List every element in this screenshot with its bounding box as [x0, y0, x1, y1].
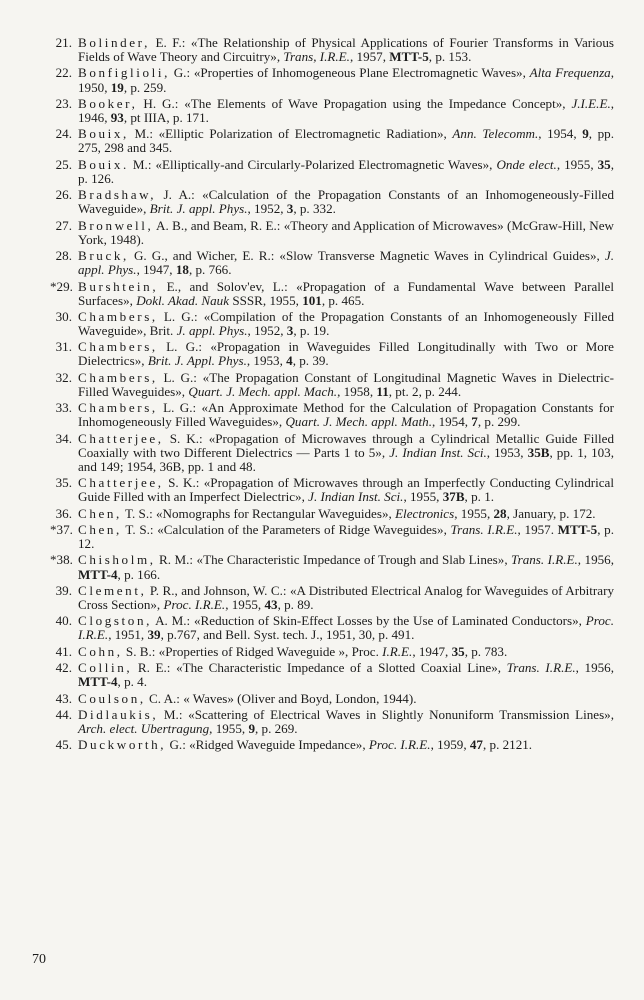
reference-text	[78, 614, 614, 642]
reference-pages: , p. 126.	[78, 156, 614, 186]
reference-entry	[50, 249, 614, 277]
reference-text	[78, 36, 614, 64]
reference-title: M.: «Elliptically-and Circularly-Polarized Electromagnetic Waves»,	[128, 156, 497, 172]
reference-entry	[50, 645, 614, 659]
reference-entry	[50, 523, 614, 551]
reference-year: , 1952,	[247, 323, 287, 339]
reference-author: Didlaukis,	[78, 706, 159, 722]
reference-text	[78, 310, 614, 338]
reference-title: S. K.: «Propagation of Microwaves through a Cylindrical Metallic Guide Filled Coaxially with two Different Dielectrics — Parts 1 to 5»,	[78, 430, 614, 460]
reference-volume: 7	[471, 414, 478, 430]
reference-pages: , p. 4.	[117, 674, 147, 690]
reference-number: 42.	[55, 660, 72, 676]
reference-entry	[50, 97, 614, 125]
reference-entry	[50, 432, 614, 474]
reference-journal: Brit. J. appl. Phys.	[149, 201, 248, 217]
reference-journal: Trans. I.R.E.	[511, 552, 578, 568]
reference-journal: Proc. I.R.E.	[163, 596, 226, 612]
reference-pages: , pp. 1, 103, and 149; 1954, 36B, pp. 1 and 48.	[78, 444, 614, 474]
reference-title: G. G., and Wicher, E. R.: «Slow Transverse Magnetic Waves in Cylindrical Guides»,	[128, 248, 605, 264]
reference-author: Clogston,	[78, 613, 152, 629]
reference-entry	[50, 36, 614, 64]
reference-entry	[50, 371, 614, 399]
reference-journal: Ann. Telecomm.	[452, 126, 539, 142]
reference-text	[78, 401, 614, 429]
reference-title: R. E.: «The Characteristic Impedance of a Slotted Coaxial Line»,	[132, 660, 507, 676]
reference-volume: 39	[147, 627, 161, 643]
reference-title: P. R., and Johnson, W. C.: «A Distributed Electrical Analog for Waveguides of Arbitrary Cross Section»,	[78, 582, 614, 612]
reference-year: , 1957.	[517, 522, 558, 537]
reference-entry	[50, 280, 614, 308]
reference-journal: J.I.E.E.	[571, 95, 611, 111]
reference-year: , 1958,	[337, 383, 377, 399]
reference-title: E. F.: «The Relationship of Physical Applications of Fourier Transforms in Various Fields of Wave Theory and Circuitry»,	[78, 35, 614, 65]
reference-author: Chambers,	[78, 400, 158, 416]
reference-number: *29.	[50, 278, 73, 294]
reference-author: Burshtein,	[78, 278, 159, 294]
reference-pages: , p. 19.	[293, 323, 330, 339]
reference-entry	[50, 401, 614, 429]
reference-pages: , p. 465.	[321, 292, 365, 308]
reference-title: G.: «Properties of Inhomogeneous Plane Electromagnetic Waves»,	[169, 65, 530, 81]
reference-author: Chambers,	[78, 369, 158, 385]
reference-volume: 3	[286, 201, 294, 217]
reference-title: S. B.: «Properties of Ridged Waveguide », Proc.	[122, 643, 383, 659]
reference-title: T. S.: «Calculation of the Parameters of Ridge Waveguides»,	[121, 522, 451, 537]
reference-entry	[50, 507, 614, 521]
reference-volume: MTT-5	[389, 49, 429, 65]
reference-journal: Proc. I.R.E.	[78, 613, 614, 643]
reference-number: 43.	[55, 690, 72, 706]
reference-entry	[50, 584, 614, 612]
reference-journal: Trans, I.R.E.	[283, 49, 350, 65]
reference-number: 44.	[55, 706, 72, 722]
reference-year: , 1951,	[108, 627, 148, 643]
reference-text	[78, 553, 614, 581]
reference-pages: , pp. 275, 298 and 345.	[78, 126, 615, 156]
reference-author: Bonfiglioli,	[78, 65, 170, 81]
reference-year: , 1955,	[209, 720, 249, 736]
reference-number: 35.	[55, 475, 72, 491]
reference-author: Cohn,	[78, 643, 123, 659]
reference-volume: 19	[110, 79, 124, 95]
reference-year: , 1953,	[246, 353, 287, 369]
reference-number: 36.	[55, 505, 72, 521]
reference-pages: , pt. 2, p. 244.	[388, 383, 462, 399]
reference-number: 23.	[55, 95, 72, 111]
reference-author: Chambers,	[78, 308, 158, 324]
reference-text	[78, 188, 614, 216]
reference-author: Booker,	[78, 95, 138, 111]
reference-entry	[50, 127, 614, 155]
reference-entry	[50, 188, 614, 216]
reference-author: Bouix,	[78, 126, 129, 142]
reference-number: 21.	[55, 35, 72, 50]
reference-text	[78, 97, 614, 125]
reference-title: J. A.: «Calculation of the Propagation Constants of an Inhomogeneously-Filled Waveguide»,	[78, 187, 614, 217]
reference-author: Bruck,	[78, 248, 129, 264]
reference-journal: Dokl. Akad. Nauk	[136, 292, 230, 308]
reference-journal: Brit. J. Appl. Phys.	[147, 353, 247, 369]
reference-journal: J. appl. Phys.	[78, 248, 614, 278]
reference-volume: MTT-5	[557, 522, 598, 537]
reference-journal: Onde elect.	[496, 156, 557, 172]
reference-volume: 9	[582, 126, 589, 142]
reference-pages: , p. 332.	[293, 201, 336, 217]
reference-journal: Alta Frequenza	[529, 65, 611, 81]
reference-title: E., and Solov'ev, L.: «Propagation of a Fundamental Wave between Parallel Surfaces»,	[78, 278, 614, 308]
reference-text	[78, 708, 614, 736]
reference-number: *37.	[50, 522, 73, 537]
reference-author: Chatterjee,	[78, 475, 164, 491]
reference-journal: Arch. elect. Ubertragung	[78, 720, 210, 736]
reference-pages: , p. 783.	[464, 643, 508, 659]
reference-volume: 35	[597, 156, 611, 172]
reference-number: 28.	[55, 248, 72, 264]
reference-text	[78, 661, 614, 689]
page-number: 70	[32, 952, 46, 967]
reference-author: Bradshaw,	[78, 187, 157, 203]
reference-pages: , p. 269.	[254, 720, 298, 736]
reference-volume: 47	[469, 737, 483, 753]
reference-year: , 1947,	[136, 262, 176, 278]
reference-text	[78, 645, 614, 659]
reference-number: 22.	[55, 65, 72, 81]
reference-number: 25.	[55, 156, 72, 172]
reference-journal: Trans. I.R.E.	[506, 660, 576, 676]
reference-number: 32.	[55, 369, 72, 385]
reference-year: , 1954,	[538, 126, 583, 142]
reference-title: L. G.: «Propagation in Waveguides Filled Longitudinally with Two or More Dielectrics»,	[78, 339, 614, 369]
reference-journal: J. Indian Inst. Sci.	[389, 444, 487, 460]
reference-text	[78, 66, 614, 94]
reference-volume: 37B	[442, 489, 465, 505]
reference-volume: 35	[451, 643, 465, 659]
reference-pages: , p. 153.	[428, 49, 472, 65]
reference-volume: MTT-4	[78, 674, 118, 690]
reference-title: A. B., and Beam, R. E.: «Theory and Application of Microwaves» (McGraw-Hill, New York, 1948).	[78, 217, 614, 247]
reference-year: , 1952,	[247, 201, 287, 217]
reference-title: L. G.: «The Propagation Constant of Longitudinal Magnetic Waves in Dielectric-Filled Waveguides»,	[78, 369, 614, 399]
reference-journal: J. Indian Inst. Sci.	[308, 489, 404, 505]
reference-text	[78, 340, 614, 368]
reference-number: 34.	[55, 430, 72, 446]
reference-entry	[50, 310, 614, 338]
reference-volume: 101	[302, 292, 322, 308]
reference-text	[78, 432, 614, 474]
reference-pages: , p. 39.	[292, 353, 329, 369]
reference-pages: , p. 766.	[188, 262, 232, 278]
reference-author: Duckworth,	[78, 737, 167, 753]
reference-title: C. A.: « Waves» (Oliver and Boyd, London, 1944).	[145, 690, 417, 706]
reference-author: Clement,	[78, 582, 147, 598]
reference-pages: , pt IIIA, p. 171.	[123, 109, 209, 125]
reference-title: L. G.: «An Approximate Method for the Calculation of Propagation Constants for Inhomogeneously Filled Waveguides»,	[78, 400, 614, 430]
reference-text	[78, 507, 614, 521]
reference-volume: MTT-4	[78, 566, 118, 582]
reference-text	[78, 219, 614, 247]
reference-journal: Proc. I.R.E.	[368, 737, 431, 753]
reference-text	[78, 738, 614, 752]
reference-title: S. K.: «Propagation of Microwaves through an Imperfectly Conducting Cylindrical Guide Filled with an Imperfect Dielectric»,	[78, 475, 614, 505]
reference-journal: Trans. I.R.E.	[450, 522, 518, 537]
reference-pages: , p.767, and Bell. Syst. tech. J., 1951, 30, p. 491.	[160, 627, 415, 643]
reference-year: SSSR, 1955,	[229, 292, 303, 308]
reference-title: M.: «Elliptic Polarization of Electromagnetic Radiation»,	[128, 126, 453, 142]
reference-text	[78, 692, 614, 706]
reference-title: T. S.: «Nomographs for Rectangular Waveguides»,	[121, 505, 396, 521]
reference-year: , 1953,	[486, 444, 528, 460]
reference-volume: 93	[110, 109, 124, 125]
reference-pages: , p. 299.	[477, 414, 521, 430]
reference-author: Chisholm,	[78, 552, 156, 568]
reference-number: 27.	[55, 217, 72, 233]
reference-entry	[50, 708, 614, 736]
reference-pages: , p. 89.	[277, 596, 314, 612]
reference-author: Chen,	[78, 505, 122, 521]
reference-journal: I.R.E.	[382, 643, 413, 659]
reference-volume: 35B	[527, 444, 550, 460]
reference-entry	[50, 553, 614, 581]
reference-title: H. G.: «The Elements of Wave Propagation using the Impedance Concept»,	[137, 95, 572, 111]
reference-number: 30.	[55, 308, 72, 324]
reference-year: , 1955,	[225, 596, 265, 612]
reference-entry	[50, 692, 614, 706]
reference-number: 40.	[55, 613, 72, 629]
reference-author: Chen,	[78, 522, 122, 537]
reference-volume: 18	[175, 262, 189, 278]
reference-journal: Quart. J. Mech. appl. Math.	[285, 414, 433, 430]
reference-text	[78, 158, 614, 186]
reference-number: 41.	[55, 643, 72, 659]
reference-volume: 28	[493, 505, 507, 521]
reference-entry	[50, 158, 614, 186]
reference-year: , 1957,	[349, 49, 390, 65]
reference-pages: , p. 1.	[464, 489, 495, 505]
reference-title: G.: «Ridged Waveguide Impedance»,	[166, 737, 369, 753]
reference-author: Bouix.	[78, 156, 129, 172]
reference-text	[78, 371, 614, 399]
reference-entry	[50, 219, 614, 247]
reference-journal: Electronics	[395, 505, 455, 521]
reference-volume: 9	[248, 720, 255, 736]
reference-year: , 1954,	[432, 414, 472, 430]
reference-author: Bronwell,	[78, 217, 154, 233]
reference-volume: 43	[264, 596, 278, 612]
reference-pages: , January, p. 172.	[506, 505, 596, 521]
reference-text	[78, 584, 614, 612]
reference-author: Bolinder,	[78, 35, 150, 50]
reference-pages: , p. 259.	[123, 79, 167, 95]
reference-year: , 1947,	[412, 643, 452, 659]
reference-number: 31.	[55, 339, 72, 355]
reference-volume: 4	[286, 353, 293, 369]
reference-pages: , p. 2121.	[482, 737, 533, 753]
reference-author: Collin,	[78, 660, 133, 676]
reference-title: M.: «Scattering of Electrical Waves in Slightly Nonuniform Transmission Lines»,	[158, 706, 614, 722]
reference-author: Chambers,	[78, 339, 158, 355]
reference-text	[78, 280, 614, 308]
reference-year: , 1955,	[454, 505, 494, 521]
reference-entry	[50, 738, 614, 752]
reference-title: L. G.: «Compilation of the Propagation Constants of an Inhomogeneously Filled Waveguide», Brit.	[78, 308, 614, 339]
reference-title: A. M.: «Reduction of Skin-Effect Losses by the Use of Laminated Conductors»,	[151, 613, 586, 629]
reference-number: 24.	[55, 126, 72, 142]
reference-text	[78, 127, 614, 155]
reference-entry	[50, 66, 614, 94]
reference-number: 26.	[55, 187, 72, 203]
reference-pages: , p. 166.	[117, 566, 161, 582]
reference-year: , 1959,	[430, 737, 470, 753]
reference-number: 33.	[55, 400, 72, 416]
reference-entry	[50, 614, 614, 642]
reference-journal: J. appl. Phys.	[176, 323, 248, 339]
reference-pages: , p. 12.	[78, 522, 614, 552]
reference-text	[78, 249, 614, 277]
reference-year: , 1956,	[577, 552, 614, 568]
reference-entry	[50, 476, 614, 504]
reference-year: , 1950,	[78, 65, 615, 95]
reference-year: , 1946,	[78, 95, 614, 125]
reference-title: R. M.: «The Characteristic Impedance of Trough and Slab Lines»,	[155, 552, 512, 568]
reference-volume: 11	[376, 383, 389, 399]
reference-year: , 1955,	[556, 156, 598, 172]
reference-entry	[50, 340, 614, 368]
reference-year: , 1956,	[575, 660, 615, 676]
reference-author: Chatterjee,	[78, 430, 164, 446]
reference-author: Coulson,	[78, 690, 146, 706]
reference-text	[78, 523, 614, 551]
reference-number: 45.	[55, 737, 72, 753]
reference-list	[50, 36, 614, 755]
reference-number: *38.	[50, 552, 73, 568]
reference-text	[78, 476, 614, 504]
reference-number: 39.	[55, 582, 72, 598]
reference-volume: 3	[286, 323, 294, 339]
reference-journal: Quart. J. Mech. appl. Mach.	[188, 383, 338, 399]
reference-entry	[50, 661, 614, 689]
reference-year: , 1955,	[403, 489, 443, 505]
